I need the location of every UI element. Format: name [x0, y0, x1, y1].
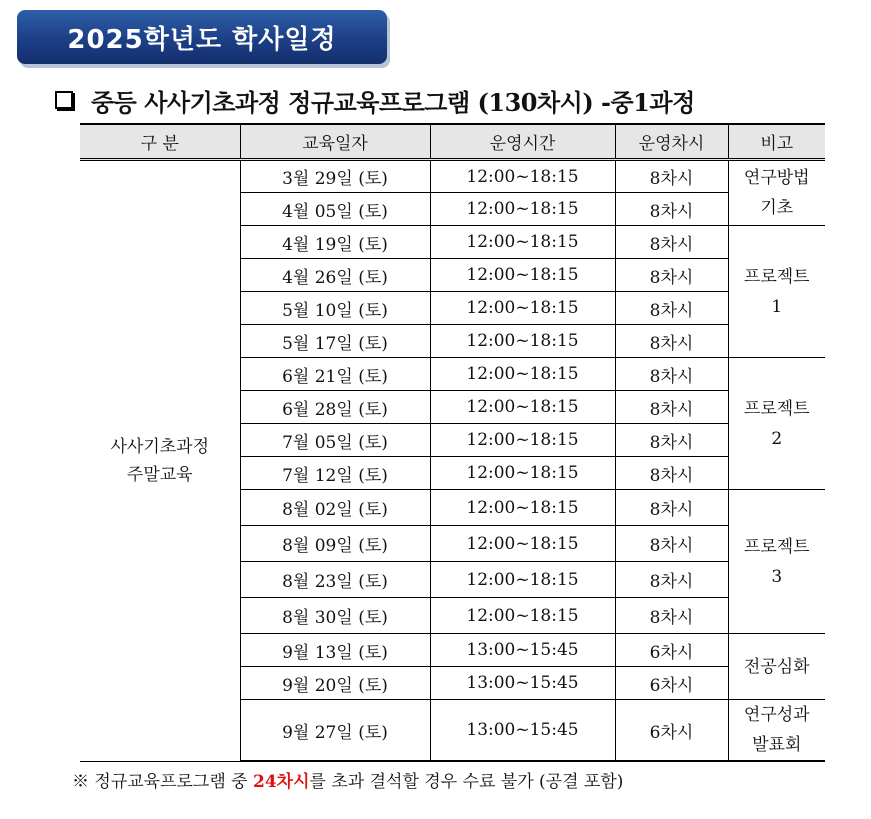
time-cell: 12:00~18:15: [430, 526, 615, 562]
note-cell: [728, 634, 825, 700]
note-line: 연구방법: [743, 168, 810, 188]
category-line: 주말교육: [126, 464, 193, 485]
note-line: 전공심화: [743, 656, 810, 677]
table-header-row: [80, 124, 825, 160]
time-cell: 12:00~18:15: [430, 424, 615, 457]
note-line: 연구성과: [743, 705, 810, 725]
category-cell: [80, 160, 240, 762]
note-line: 2: [771, 428, 783, 449]
date-cell: 4월 26일 (토): [240, 259, 430, 292]
sessions-cell: 8차시: [615, 160, 728, 193]
sessions-cell: 8차시: [615, 259, 728, 292]
page-banner: [17, 10, 387, 64]
date-cell: 5월 17일 (토): [240, 325, 430, 358]
sessions-cell: 8차시: [615, 457, 728, 490]
note-line: 기초: [760, 198, 794, 218]
sessions-cell: 6차시: [615, 634, 728, 667]
header-category: 구 분: [80, 124, 240, 160]
date-cell: 9월 13일 (토): [240, 634, 430, 667]
sessions-cell: 8차시: [615, 526, 728, 562]
note-cell: [728, 490, 825, 634]
checkbox-bullet-icon: [55, 91, 73, 109]
note-cell: [728, 358, 825, 490]
date-cell: 4월 05일 (토): [240, 193, 430, 226]
sessions-cell: 8차시: [615, 325, 728, 358]
time-cell: 12:00~18:15: [430, 391, 615, 424]
table-row: [80, 160, 825, 193]
time-cell: 13:00~15:45: [430, 634, 615, 667]
date-cell: 6월 28일 (토): [240, 391, 430, 424]
footnote-suffix: 를 초과 결석할 경우 수료 불가 (공결 포함): [309, 772, 624, 792]
note-line: 1: [771, 296, 783, 317]
note-line: 프로젝트: [743, 536, 810, 557]
date-cell: 8월 09일 (토): [240, 526, 430, 562]
sessions-cell: 8차시: [615, 358, 728, 391]
time-cell: 12:00~18:15: [430, 292, 615, 325]
date-cell: 7월 05일 (토): [240, 424, 430, 457]
sessions-cell: 8차시: [615, 292, 728, 325]
sessions-cell: 6차시: [615, 700, 728, 762]
header-date: 교육일자: [240, 124, 430, 160]
date-cell: 8월 23일 (토): [240, 562, 430, 598]
note-line: 프로젝트: [743, 266, 810, 287]
sessions-cell: 6차시: [615, 667, 728, 700]
sessions-cell: 8차시: [615, 391, 728, 424]
sessions-cell: 8차시: [615, 598, 728, 634]
date-cell: 8월 02일 (토): [240, 490, 430, 526]
time-cell: 12:00~18:15: [430, 160, 615, 193]
section-title: [55, 82, 695, 118]
sessions-cell: 8차시: [615, 226, 728, 259]
date-cell: 8월 30일 (토): [240, 598, 430, 634]
time-cell: 12:00~18:15: [430, 598, 615, 634]
header-time: 운영시간: [430, 124, 615, 160]
time-cell: 12:00~18:15: [430, 193, 615, 226]
time-cell: 13:00~15:45: [430, 667, 615, 700]
time-cell: 12:00~18:15: [430, 259, 615, 292]
date-cell: 4월 19일 (토): [240, 226, 430, 259]
time-cell: 12:00~18:15: [430, 358, 615, 391]
sessions-cell: 8차시: [615, 424, 728, 457]
sessions-cell: 8차시: [615, 490, 728, 526]
date-cell: 7월 12일 (토): [240, 457, 430, 490]
note-cell: [728, 160, 825, 226]
note-cell: [728, 700, 825, 762]
footnote: [72, 767, 623, 792]
time-cell: 12:00~18:15: [430, 226, 615, 259]
schedule-table: [80, 123, 825, 762]
date-cell: 9월 20일 (토): [240, 667, 430, 700]
sessions-cell: 8차시: [615, 562, 728, 598]
date-cell: 6월 21일 (토): [240, 358, 430, 391]
sessions-cell: 8차시: [615, 193, 728, 226]
date-cell: 9월 27일 (토): [240, 700, 430, 762]
header-sessions: 운영차시: [615, 124, 728, 160]
section-title-text: 중등 사사기초과정 정규교육프로그램 (130차시) -중1과정: [91, 87, 695, 117]
time-cell: 12:00~18:15: [430, 490, 615, 526]
date-cell: 5월 10일 (토): [240, 292, 430, 325]
time-cell: 12:00~18:15: [430, 325, 615, 358]
footnote-highlight: 24차시: [253, 772, 310, 792]
time-cell: 12:00~18:15: [430, 457, 615, 490]
banner-title: 2025학년도 학사일정: [67, 24, 337, 55]
category-line: 사사기초과정: [110, 436, 210, 457]
note-line: 3: [771, 566, 783, 587]
note-cell: [728, 226, 825, 358]
header-note: 비고: [728, 124, 825, 160]
footnote-prefix: ※ 정규교육프로그램 중: [72, 772, 254, 792]
note-line: 발표회: [752, 735, 802, 755]
time-cell: 13:00~15:45: [430, 700, 615, 762]
time-cell: 12:00~18:15: [430, 562, 615, 598]
date-cell: 3월 29일 (토): [240, 160, 430, 193]
note-line: 프로젝트: [743, 398, 810, 419]
